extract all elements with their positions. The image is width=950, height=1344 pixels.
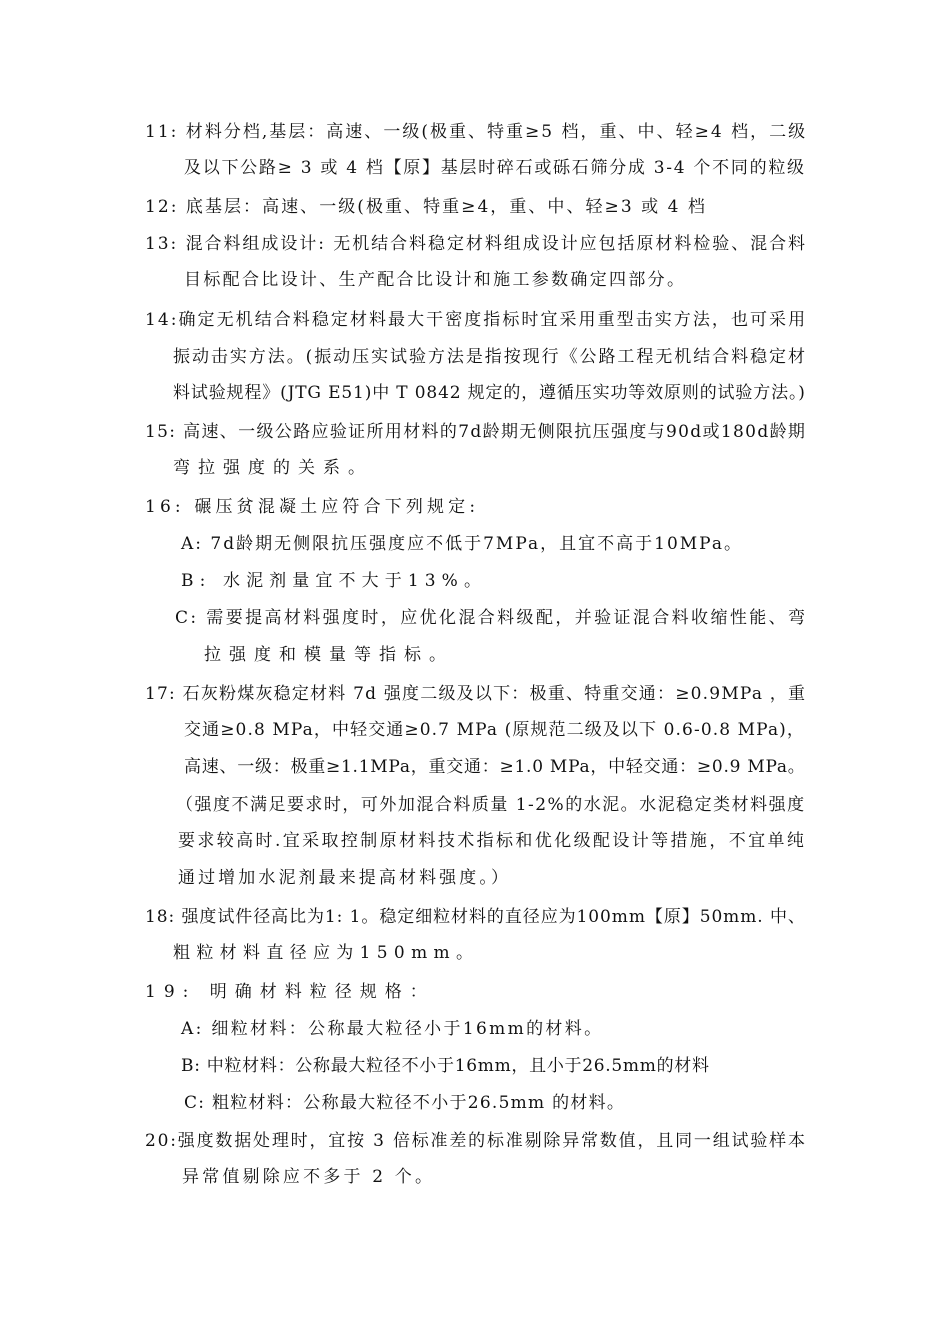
- item-18-line-1: 18: 强度试件径高比为1: 1。稳定细粒材料的直径应为100mm【原】50mm. 中、: [145, 907, 806, 927]
- item-12-line-1: 12: 底基层：高速、一级(极重、特重≥4，重、中、轻≥3 或 4 档: [145, 197, 707, 217]
- item-18-line-2: 粗粒材料直径应为150mm。: [173, 943, 480, 963]
- item-11-line-2: 及以下公路≥ 3 或 4 档【原】基层时碎石或砾石筛分成 3-4 个不同的粒级: [184, 158, 806, 178]
- item-16-b: B: 水泥剂量宜不大于13%。: [181, 571, 488, 591]
- item-19-c: C: 粗粒材料：公称最大粒径不小于26.5mm 的材料。: [184, 1093, 626, 1113]
- item-20-line-2: 异常值剔除应不多于 2 个。: [182, 1167, 436, 1187]
- item-17-line-1: 17: 石灰粉煤灰稳定材料 7d 强度二级及以下：极重、特重交通：≥0.9MPa ，重: [145, 684, 807, 704]
- item-20-line-1: 20:强度数据处理时，宜按 3 倍标准差的标准剔除异常数值，且同一组试验样本: [145, 1131, 807, 1151]
- item-16-c-line-1: C: 需要提高材料强度时，应优化混合料级配，并验证混合料收缩性能、弯: [175, 608, 808, 628]
- item-17-line-6: 通过增加水泥剂最来提高材料强度。）: [178, 868, 512, 888]
- item-15-line-1: 15: 高速、一级公路应验证所用材料的7d龄期无侧限抗压强度与90d或180d龄期: [145, 422, 807, 442]
- item-17-line-3: 高速、一级：极重≥1.1MPa，重交通：≥1.0 MPa，中轻交通：≥0.9 MPa。: [184, 757, 806, 777]
- item-14-line-3: 料试验规程》(JTG E51)中 T 0842 规定的，遵循压实功等效原则的试验方法。): [173, 383, 806, 403]
- item-13-line-2: 目标配合比设计、生产配合比设计和施工参数确定四部分。: [184, 270, 687, 290]
- item-19-a: A: 细粒材料：公称最大粒径小于16mm的材料。: [181, 1019, 604, 1039]
- item-13-line-1: 13: 混合料组成设计: 无机结合料稳定材料组成设计应包括原材料检验、混合料: [145, 234, 807, 254]
- item-16-c-line-2: 拉强度和模量等指标。: [204, 645, 454, 665]
- item-19-b: B: 中粒材料：公称最大粒径不小于16mm，且小于26.5mm的材料: [181, 1056, 710, 1076]
- item-11-line-1: 11: 材料分档,基层：高速、一级(极重、特重≥5 档，重、中、轻≥4 档，二级: [145, 122, 808, 142]
- item-19-heading: 19: 明确材料粒径规格：: [145, 982, 435, 1002]
- item-15-line-2: 弯拉强度的关系。: [173, 458, 373, 478]
- item-16-a: A: 7d龄期无侧限抗压强度应不低于7MPa，且宜不高于10MPa。: [181, 534, 743, 554]
- item-17-line-4: （强度不满足要求时，可外加混合料质量 1-2%的水泥。水泥稳定类材料强度: [176, 795, 806, 815]
- item-17-line-5: 要求较高时.宜采取控制原材料技术指标和优化级配设计等措施，不宜单纯: [178, 831, 807, 851]
- item-14-line-2: 振动击实方法。(振动压实试验方法是指按现行《公路工程无机结合料稳定材: [173, 347, 807, 367]
- item-16-heading: 16: 碾压贫混凝土应符合下列规定:: [145, 497, 480, 517]
- item-14-line-1: 14:确定无机结合料稳定材料最大干密度指标时宜采用重型击实方法，也可采用: [145, 310, 808, 330]
- item-17-line-2: 交通≥0.8 MPa，中轻交通≥0.7 MPa (原规范二级及以下 0.6-0.8 MPa)，: [184, 720, 806, 740]
